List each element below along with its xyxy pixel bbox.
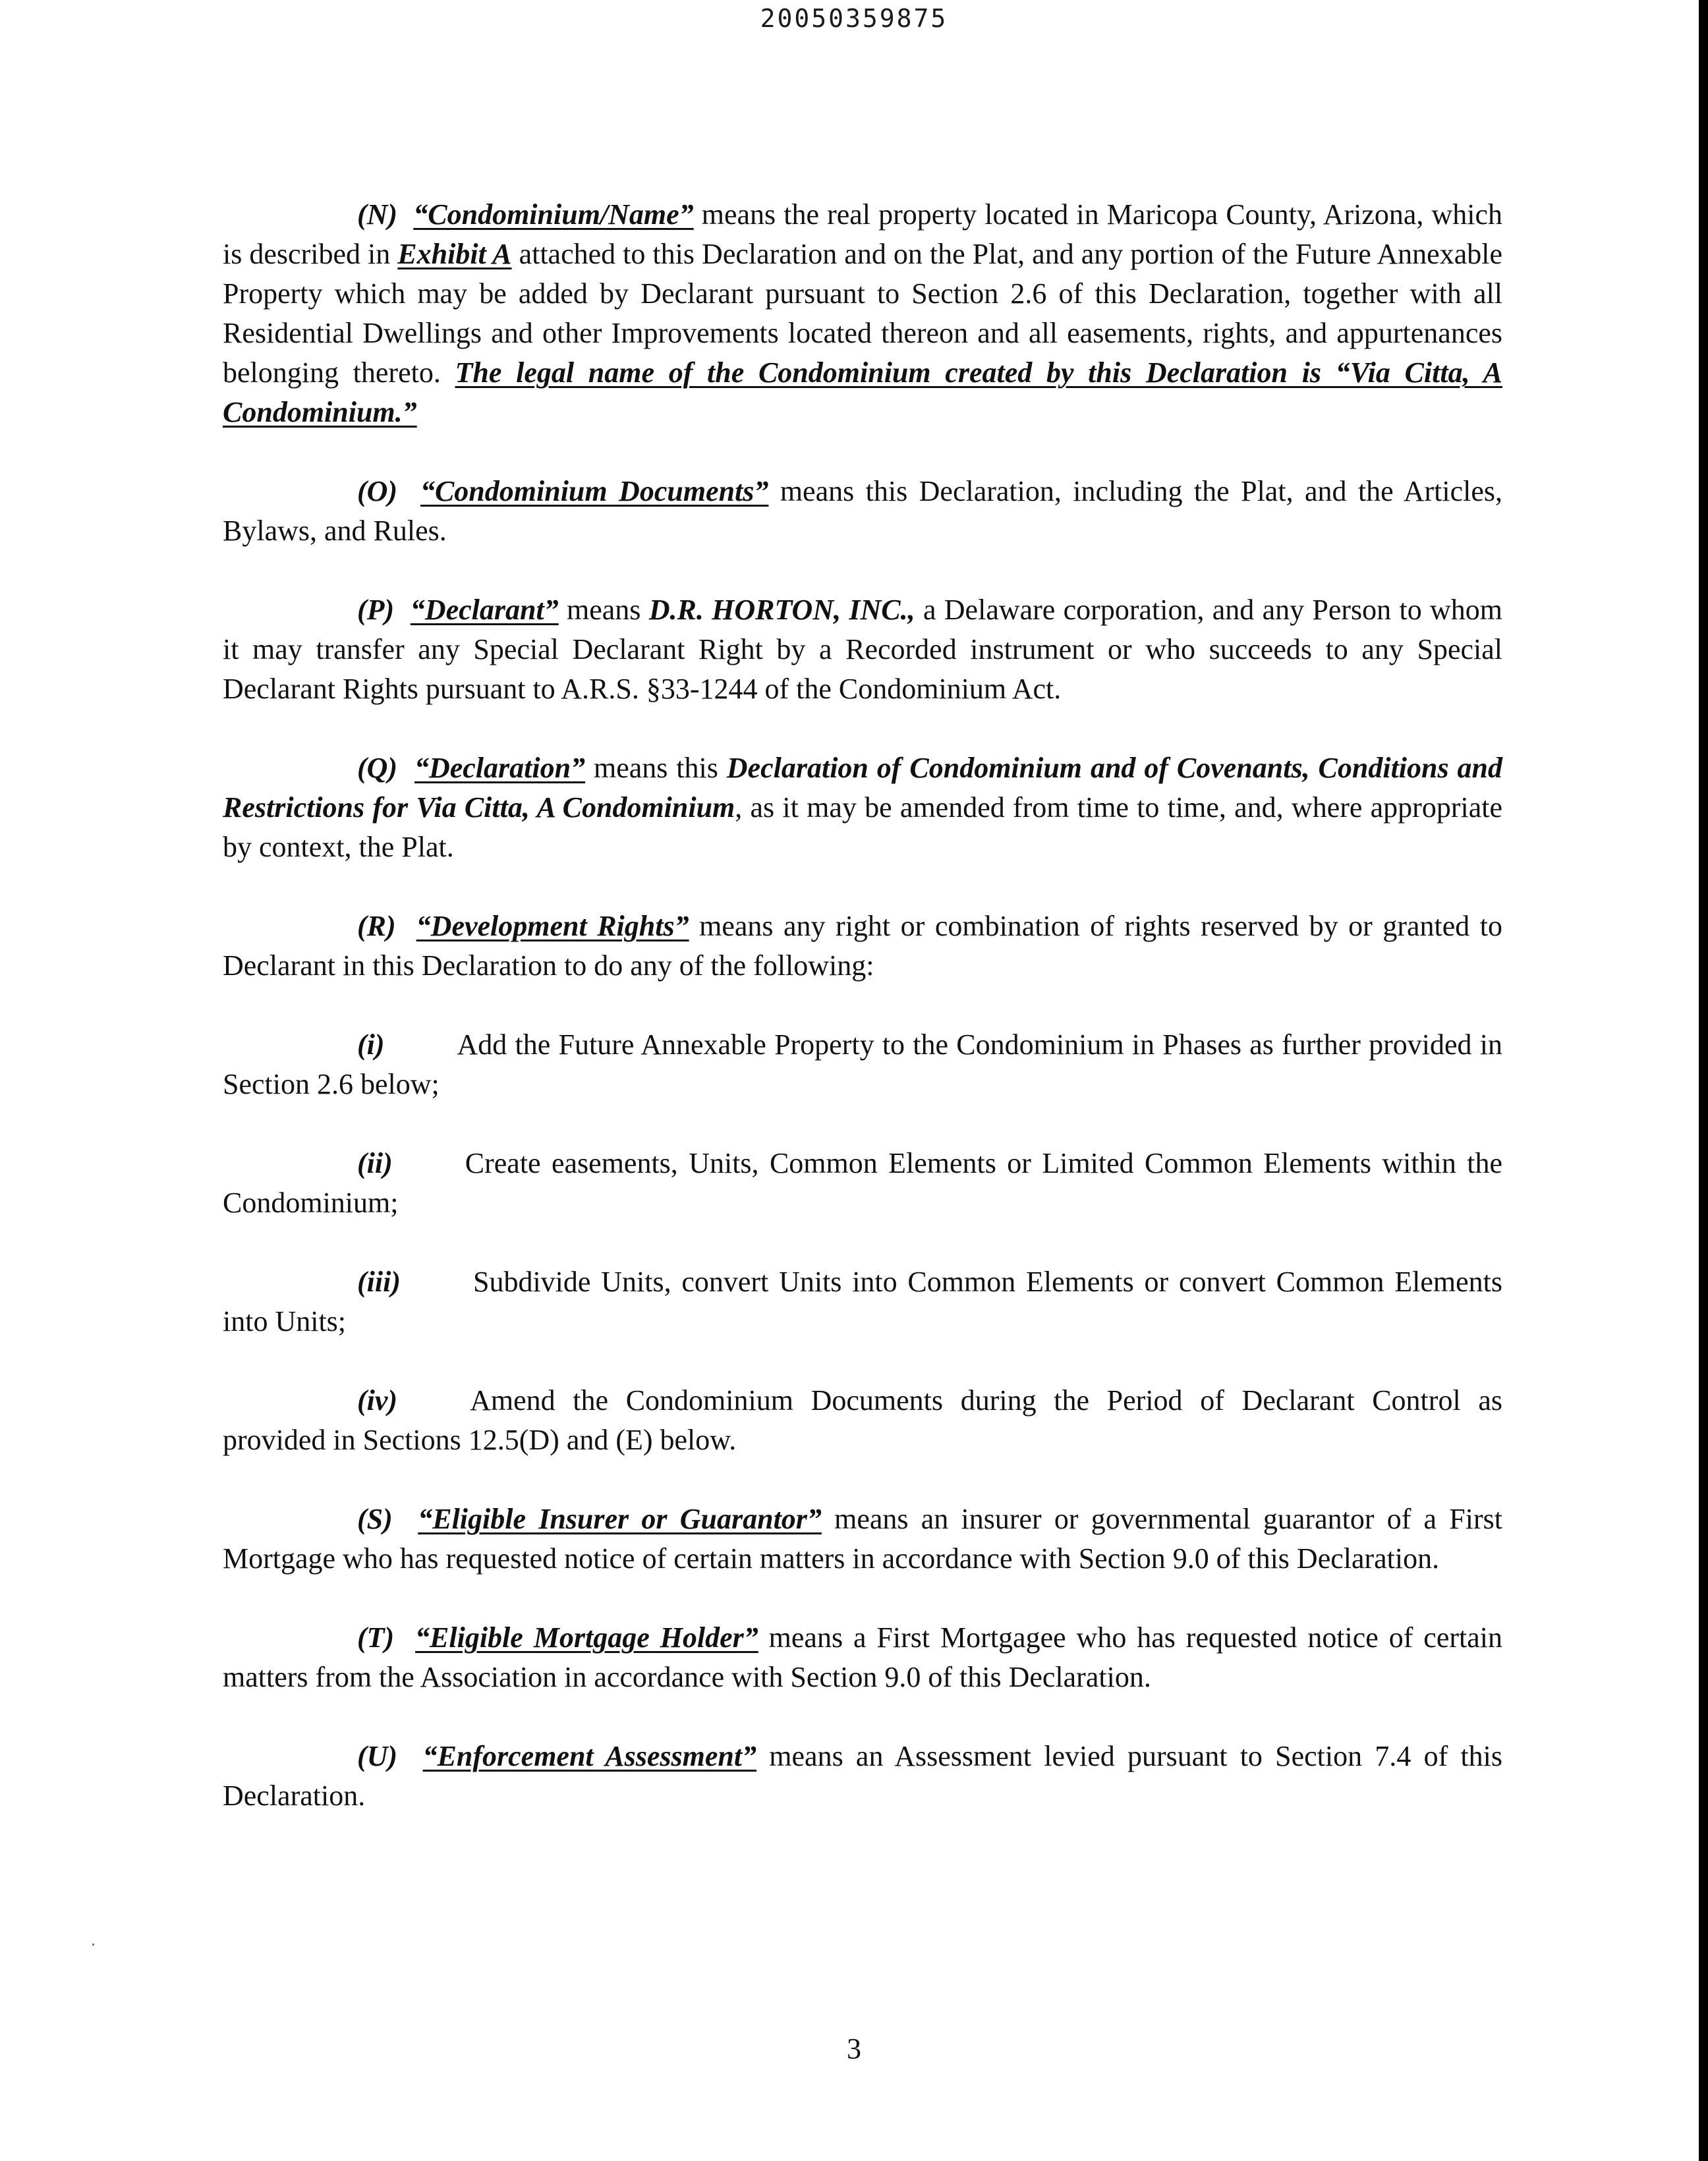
definition-o bbox=[223, 472, 1502, 551]
defined-term: “Declaration” bbox=[414, 752, 586, 784]
defined-term: “Enforcement Assessment” bbox=[422, 1740, 757, 1772]
defined-term: “Eligible Mortgage Holder” bbox=[415, 1621, 758, 1654]
definition-text: means any right or combination of rights reserved by or granted to Declarant in this Declaration to do any of the following: bbox=[223, 910, 1502, 982]
definition-text: means a First Mortgagee who has requested notice of certain matters from the Association in accordance with Section 9.0 of this Declaration. bbox=[223, 1621, 1502, 1693]
page-number: 3 bbox=[847, 2033, 861, 2065]
item-label: (i) bbox=[357, 1028, 385, 1061]
definition-label: (S) bbox=[357, 1503, 393, 1535]
scan-edge-bar bbox=[1699, 0, 1708, 2161]
scan-speck bbox=[92, 1944, 94, 1946]
declaration-title: Declaration of Condominium and of Covenants, Conditions and Restrictions for Via Citta, A Condominium bbox=[223, 752, 1502, 824]
definition-text: attached to this Declaration and on the Plat, and any portion of the Future Annexable Property which may be added by Declarant pursuant to Section 2.6 of this Declaration, together with all Residential Dwellings and other Improvements located thereon and all easements, rights, and appurtenances belonging thereto. bbox=[223, 238, 1502, 389]
defined-term: “Development Rights” bbox=[416, 910, 689, 942]
company-name: D.R. HORTON, INC., bbox=[648, 594, 915, 626]
item-text: Create easements, Units, Common Elements or Limited Common Elements within the Condominium; bbox=[223, 1147, 1502, 1219]
development-right-item bbox=[223, 1381, 1502, 1460]
definition-label: (Q) bbox=[357, 752, 398, 784]
development-right-item bbox=[223, 1144, 1502, 1223]
item-label: (iv) bbox=[357, 1384, 398, 1417]
definition-s bbox=[223, 1500, 1502, 1579]
defined-term: “Declarant” bbox=[410, 594, 559, 626]
definition-text: means an Assessment levied pursuant to Section 7.4 of this Declaration. bbox=[223, 1740, 1503, 1812]
definition-text: means the real property located in Maricopa County, Arizona, which is described in bbox=[223, 198, 1503, 270]
definition-q bbox=[223, 748, 1502, 867]
definition-text: means this Declaration, including the Plat, and the Articles, Bylaws, and Rules. bbox=[223, 475, 1502, 547]
definition-label: (T) bbox=[357, 1621, 395, 1654]
definition-label: (U) bbox=[357, 1740, 398, 1772]
definition-u bbox=[223, 1737, 1502, 1816]
item-text: Add the Future Annexable Property to the Condominium in Phases as further provided in Section 2.6 below; bbox=[223, 1028, 1502, 1100]
item-text: Subdivide Units, convert Units into Common Elements or convert Common Elements into Units; bbox=[223, 1266, 1502, 1337]
defined-term: “Condominium Documents” bbox=[420, 475, 769, 507]
definition-text: a Delaware corporation, and any Person to whom it may transfer any Special Declarant Right by a Recorded instrument or who succeeds to any Special Declarant Rights pursuant to A.R.S. §33-1244 of the Condominium Act. bbox=[223, 594, 1503, 705]
item-text: Amend the Condominium Documents during the Period of Declarant Control as provided in Sections 12.5(D) and (E) below. bbox=[223, 1384, 1502, 1456]
definition-text: , as it may be amended from time to time, and, where appropriate by context, the Plat. bbox=[223, 791, 1502, 863]
item-label: (iii) bbox=[357, 1266, 401, 1298]
development-right-item bbox=[223, 1025, 1502, 1104]
definition-label: (N) bbox=[357, 198, 398, 231]
document-number: 20050359875 bbox=[760, 4, 948, 33]
definition-t bbox=[223, 1618, 1502, 1697]
development-right-item bbox=[223, 1262, 1502, 1341]
definition-r bbox=[223, 907, 1502, 986]
document-body bbox=[223, 195, 1502, 1855]
definition-label: (R) bbox=[357, 910, 396, 942]
definition-n bbox=[223, 195, 1502, 432]
item-label: (ii) bbox=[357, 1147, 393, 1179]
definition-label: (P) bbox=[357, 594, 395, 626]
defined-term: “Condominium/Name” bbox=[413, 198, 694, 231]
legal-name-statement: The legal name of the Condominium created by this Declaration is “Via Citta, A Condominium.” bbox=[223, 356, 1503, 428]
definition-p bbox=[223, 590, 1502, 709]
definition-text: means bbox=[558, 594, 649, 626]
definition-text: means this bbox=[585, 752, 727, 784]
definition-text: means an insurer or governmental guarantor of a First Mortgage who has requested notice of certain matters in accordance with Section 9.0 of this Declaration. bbox=[223, 1503, 1502, 1575]
defined-term: “Eligible Insurer or Guarantor” bbox=[418, 1503, 822, 1535]
definition-label: (O) bbox=[357, 475, 398, 507]
exhibit-reference: Exhibit A bbox=[397, 238, 512, 270]
